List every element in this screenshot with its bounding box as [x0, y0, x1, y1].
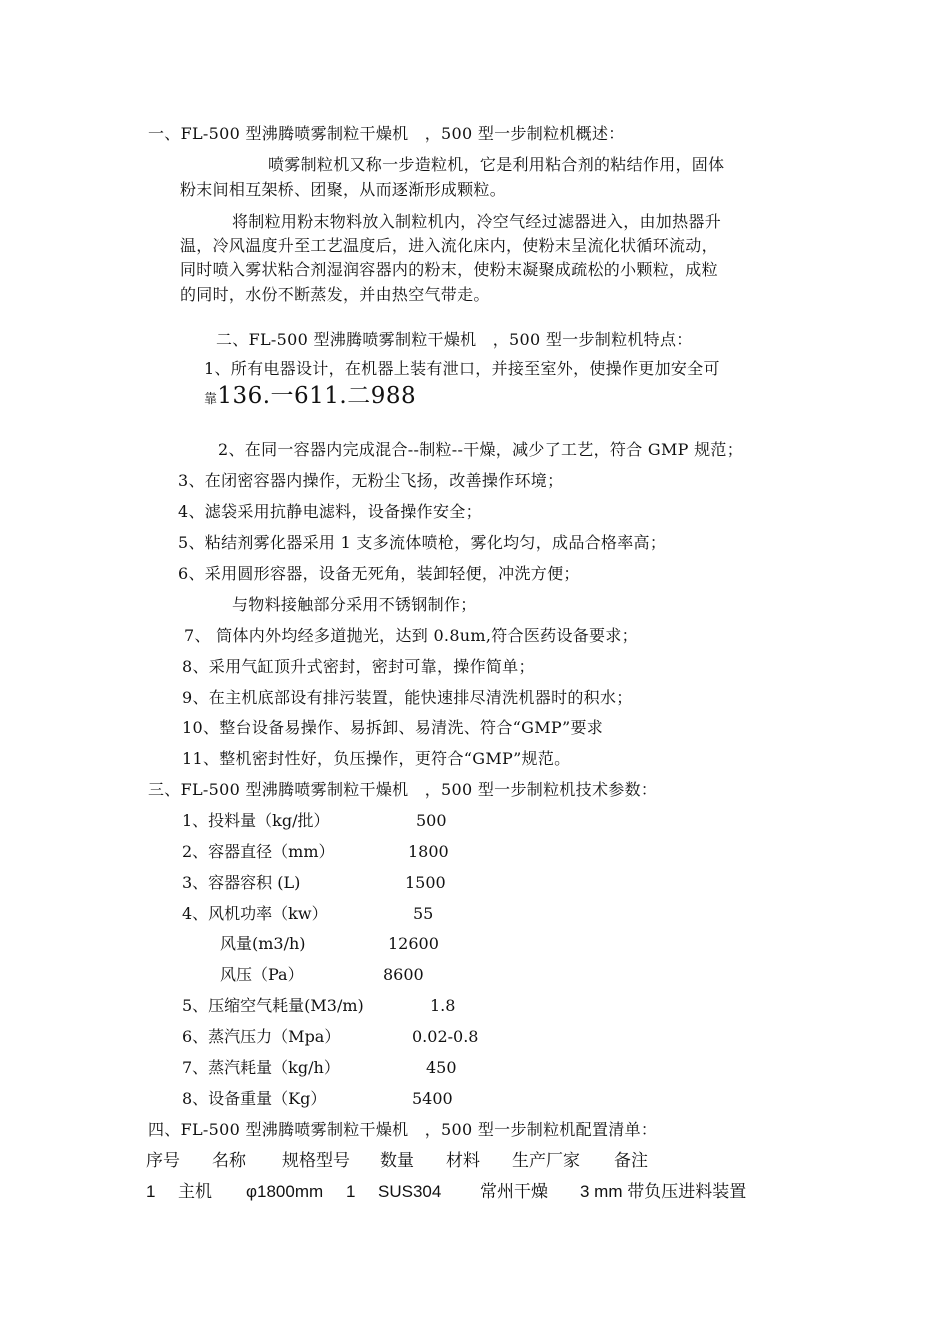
- param-label: 6、蒸汽压力（Mpa）: [182, 1027, 341, 1046]
- feature-1-line-2: [204, 383, 417, 410]
- feature-6-continued: 与物料接触部分采用不锈钢制作；: [232, 595, 477, 614]
- section-1-paragraph-2-line-3: 同时喷入雾状粘合剂湿润容器内的粉末，使粉末凝聚成疏松的小颗粒，成粒: [180, 260, 718, 279]
- table-header-model: 规格型号: [282, 1151, 350, 1170]
- table-header-manufacturer: 生产厂家: [512, 1151, 580, 1170]
- param-label: 2、容器直径（mm）: [182, 842, 335, 861]
- param-value: 55: [413, 904, 434, 923]
- table-header-index: 序号: [146, 1151, 180, 1170]
- feature-7: 7、 筒体内外均经多道抛光，达到 0.8um,符合医药设备要求；: [184, 626, 638, 645]
- feature-4: 4、滤袋采用抗静电滤料，设备操作安全；: [178, 502, 482, 521]
- param-label: 7、蒸汽耗量（kg/h）: [182, 1058, 340, 1077]
- param-value: 5400: [412, 1089, 453, 1108]
- section-1-title: 一、FL-500 型沸腾喷雾制粒干燥机 ，500 型一步制粒机概述：: [148, 124, 625, 143]
- param-value: 1800: [408, 842, 449, 861]
- table-header-material: 材料: [446, 1151, 480, 1170]
- section-1-paragraph-1-line-1: 喷雾制粒机又称一步造粒机，它是利用粘合剂的粘结作用，固体: [268, 155, 725, 174]
- param-label: 风量(m3/h): [220, 934, 306, 953]
- section-1-paragraph-2-line-2: 温，冷风温度升至工艺温度后，进入流化床内，使粉末呈流化状循环流动，: [180, 236, 718, 255]
- table-cell-model: φ1800mm: [246, 1182, 324, 1201]
- param-label: 8、设备重量（Kg）: [182, 1089, 327, 1108]
- param-value: 500: [416, 811, 447, 830]
- section-1-paragraph-2-line-4: 的同时，水份不断蒸发，并由热空气带走。: [180, 285, 490, 304]
- section-1-paragraph-2-line-1: 将制粒用粉末物料放入制粒机内，冷空气经过滤器进入，由加热器升: [232, 212, 722, 231]
- param-value: 1.8: [430, 996, 456, 1015]
- feature-1-line-1: 1、所有电器设计，在机器上装有泄口，并接至室外，使操作更加安全可: [204, 359, 720, 378]
- feature-6: 6、采用圆形容器，设备无死角，装卸轻便，冲洗方便；: [178, 564, 580, 583]
- param-label: 4、风机功率（kw）: [182, 904, 328, 923]
- section-4-title: 四、FL-500 型沸腾喷雾制粒干燥机 ，500 型一步制粒机配置清单：: [148, 1120, 658, 1139]
- feature-2: 2、在同一容器内完成混合--制粒--干燥，减少了工艺，符合 GMP 规范；: [218, 440, 744, 459]
- param-value: 1500: [405, 873, 446, 892]
- param-value: 450: [426, 1058, 457, 1077]
- table-cell-manufacturer: 常州干燥: [480, 1182, 548, 1201]
- param-label: 3、容器容积 (L): [182, 873, 301, 892]
- feature-3: 3、在闭密容器内操作，无粉尘飞扬，改善操作环境；: [178, 471, 564, 490]
- feature-9: 9、在主机底部设有排污装置，能快速排尽清洗机器时的积水；: [182, 688, 633, 707]
- param-label: 5、压缩空气耗量(M3/m): [182, 996, 364, 1015]
- feature-11: 11、整机密封性好，负压操作，更符合“GMP”规范。: [182, 749, 571, 768]
- table-header-remarks: 备注: [614, 1151, 648, 1170]
- feature-10: 10、整台设备易操作、易拆卸、易清洗、符合“GMP”要求: [182, 718, 604, 737]
- phone-number: 136.一611.二988: [217, 383, 417, 409]
- section-2-title: 二、FL-500 型沸腾喷雾制粒干燥机 ，500 型一步制粒机特点：: [216, 330, 693, 349]
- table-header-quantity: 数量: [380, 1151, 414, 1170]
- table-cell-remarks: 3 mm 带负压进料装置: [580, 1182, 747, 1201]
- table-cell-material: SUS304: [378, 1182, 442, 1201]
- param-value: 0.02-0.8: [412, 1027, 479, 1046]
- feature-5: 5、粘结剂雾化器采用 1 支多流体喷枪，雾化均匀，成品合格率高；: [178, 533, 667, 552]
- param-label: 1、投料量（kg/批）: [182, 811, 330, 830]
- param-label: 风压（Pa）: [220, 965, 304, 984]
- feature-8: 8、采用气缸顶升式密封，密封可靠，操作简单；: [182, 657, 535, 676]
- table-cell-name: 主机: [178, 1182, 212, 1201]
- table-header-name: 名称: [212, 1151, 246, 1170]
- section-1-paragraph-1-line-2: 粉末间相互架桥、团聚，从而逐渐形成颗粒。: [180, 180, 507, 199]
- param-value: 12600: [388, 934, 439, 953]
- feature-1-tail: 靠: [204, 392, 218, 407]
- table-cell-index: 1: [146, 1182, 156, 1201]
- table-cell-quantity: 1: [346, 1182, 356, 1201]
- param-value: 8600: [383, 965, 424, 984]
- section-3-title: 三、FL-500 型沸腾喷雾制粒干燥机 ，500 型一步制粒机技术参数：: [148, 780, 658, 799]
